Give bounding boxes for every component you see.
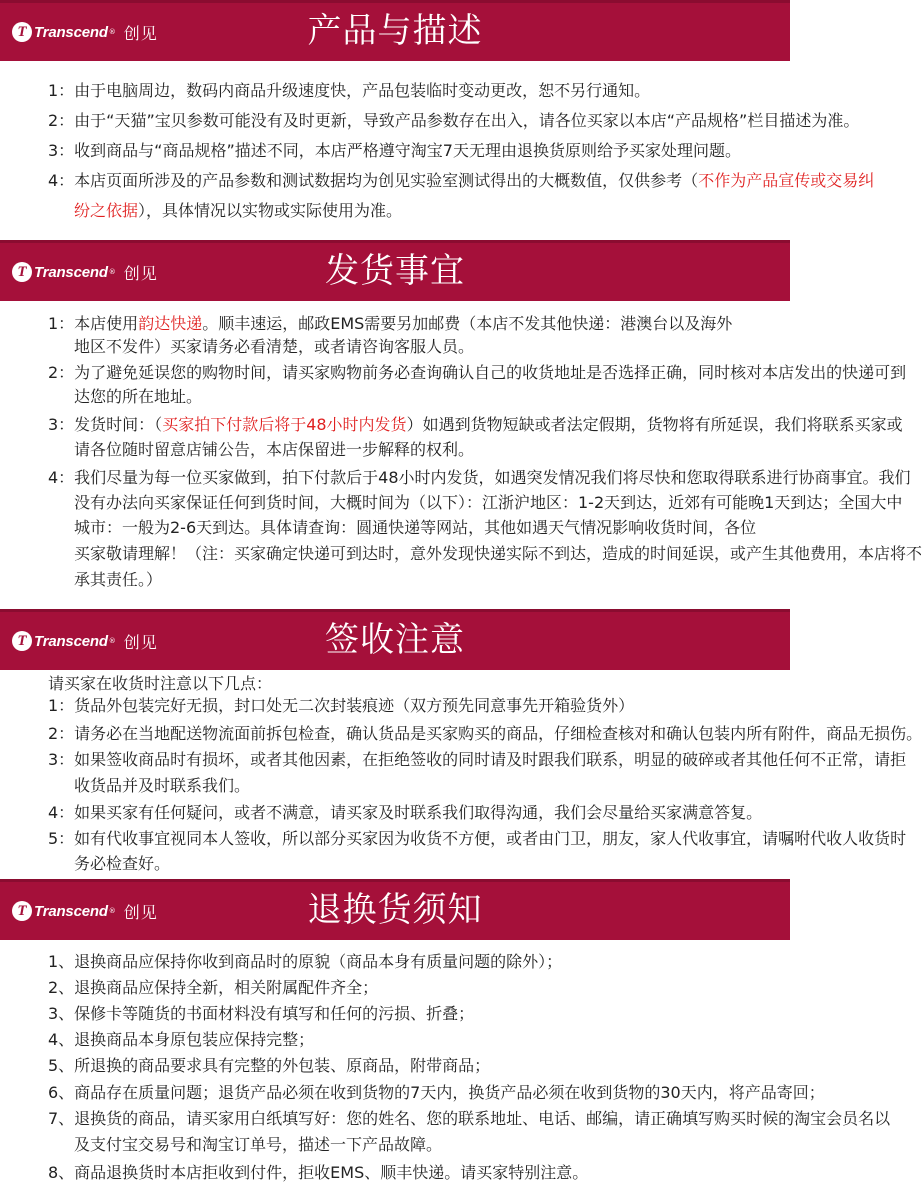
- section-title: 发货事宜: [325, 251, 465, 291]
- logo-brand-name: Transcend: [34, 632, 108, 650]
- text-segment: ）如遇到货物短缺或者法定假期，货物将有所延误，我们将联系买家或: [406, 415, 903, 434]
- section-header: [0, 879, 790, 940]
- highlight-text: 不作为产品宣传或交易纠: [698, 171, 875, 190]
- text-line: [74, 202, 402, 220]
- brand-logo: [12, 20, 158, 44]
- text-line: 2：请务必在当地配送物流面前拆包检查，确认货品是买家购买的商品，仔细检查核对和确认包装内所有附件，商品无损伤。: [48, 724, 922, 743]
- text-line: [48, 172, 874, 190]
- logo-chinese-name: 创见: [123, 632, 158, 652]
- logo-registered-mark: ®: [108, 907, 116, 915]
- logo-mark-icon: T: [12, 262, 32, 282]
- text-line: 4：如果买家有任何疑问，或者不满意，请买家及时联系我们取得沟通，我们会尽量给买家满意答复。: [48, 803, 763, 822]
- text-line: 4、退换商品本身原包装应保持完整；: [48, 1030, 315, 1049]
- text-line: 请买家在收货时注意以下几点：: [48, 674, 273, 693]
- text-line: 及支付宝交易号和淘宝订单号，描述一下产品故障。: [74, 1135, 443, 1154]
- text-segment: 。顺丰速运，邮政EMS需要另加邮费（本店不发其他快递：港澳台以及海外: [202, 314, 733, 333]
- logo-mark-icon: T: [12, 901, 32, 921]
- text-line: 达您的所在地址。: [74, 387, 203, 406]
- logo-chinese-name: 创见: [123, 263, 158, 283]
- text-line: 承其责任。）: [74, 570, 163, 589]
- text-line: 1、退换商品应保持你收到商品时的原貌（商品本身有质量问题的除外）；: [48, 952, 563, 971]
- brand-logo: [12, 260, 158, 284]
- logo-chinese-name: 创见: [123, 23, 158, 43]
- text-line: 1：货品外包装完好无损，封口处无二次封装痕迹（双方预先同意事先开箱验货外）: [48, 696, 635, 715]
- text-line: 5：如有代收事宜视同本人签收，所以部分买家因为收货不方便，或者由门卫，朋友，家人代收事宜，请嘱咐代收人收货时: [48, 829, 907, 848]
- highlight-text: 韵达快递: [138, 314, 203, 333]
- logo-registered-mark: ®: [108, 637, 116, 645]
- text-line: 3、保修卡等随货的书面材料没有填写和任何的污损、折叠；: [48, 1004, 475, 1023]
- text-line: 8、商品退换货时本店拒收到付件，拒收EMS、顺丰快递。请买家特别注意。: [48, 1163, 589, 1182]
- text-line: 3：收到商品与“商品规格”描述不同，本店严格遵守淘宝7天无理由退换货原则给予买家处理问题。: [48, 141, 741, 160]
- text-segment: 1：本店使用: [48, 314, 139, 333]
- text-line: 6、商品存在质量问题；退货产品必须在收到货物的7天内，换货产品必须在收到货物的30天内，将产品寄回；: [48, 1083, 825, 1102]
- section-title: 产品与描述: [307, 11, 483, 51]
- text-line: 城市：一般为2-6天到达。具体请查询：圆通快递等网站，其他如遇天气情况影响收货时间，各位: [74, 518, 757, 537]
- text-line: 地区不发件）买家请务必看清楚，或者请咨询客服人员。: [74, 337, 475, 356]
- logo-registered-mark: ®: [108, 28, 116, 36]
- section-header: [0, 609, 790, 670]
- logo-registered-mark: ®: [108, 268, 116, 276]
- text-line: 5、所退换的商品要求具有完整的外包装、原商品，附带商品；: [48, 1056, 491, 1075]
- logo-chinese-name: 创见: [123, 902, 158, 922]
- section-header: [0, 0, 790, 61]
- text-line: 2、退换商品应保持全新，相关附属配件齐全；: [48, 978, 379, 997]
- text-line: 务必检查好。: [74, 854, 171, 873]
- text-line: [48, 416, 903, 434]
- text-line: 请各位随时留意店铺公告，本店保留进一步解释的权利。: [74, 440, 475, 459]
- section-title: 退换货须知: [307, 890, 483, 930]
- text-segment: 3：发货时间：（: [48, 415, 163, 434]
- text-line: 2：为了避免延误您的购物时间，请买家购物前务必查询确认自己的收货地址是否选择正确，同时核对本店发出的快递可到: [48, 363, 907, 382]
- logo-brand-name: Transcend: [34, 23, 108, 41]
- text-line: 1：由于电脑周边，数码内商品升级速度快，产品包装临时变动更改，恕不另行通知。: [48, 81, 651, 100]
- section-title: 签收注意: [325, 620, 465, 660]
- text-line: 买家敬请理解！（注：买家确定快递可到达时，意外发现快递实际不到达，造成的时间延误，或产生其他费用，本店将不: [74, 544, 922, 563]
- logo-brand-name: Transcend: [34, 902, 108, 920]
- highlight-text: 买家拍下付款后将于48小时内发货: [162, 415, 407, 434]
- text-line: [48, 315, 732, 333]
- text-line: 2：由于“天猫”宝贝参数可能没有及时更新，导致产品参数存在出入，请各位买家以本店“产品规格”栏目描述为准。: [48, 111, 860, 130]
- text-line: 4：我们尽量为每一位买家做到，拍下付款后于48小时内发货，如遇突发情况我们将尽快和您取得联系进行协商事宜。我们: [48, 468, 911, 487]
- logo-mark-icon: T: [12, 22, 32, 42]
- brand-logo: [12, 629, 158, 653]
- section-header: [0, 240, 790, 301]
- highlight-text: 纷之依据: [74, 201, 139, 220]
- text-line: 3：如果签收商品时有损坏，或者其他因素，在拒绝签收的同时请及时跟我们联系，明显的破碎或者其他任何不正常，请拒: [48, 750, 907, 769]
- text-line: 没有办法向买家保证任何到货时间，大概时间为（以下）：江浙沪地区：1-2天到达，近郊有可能晚1天到达；全国大中: [74, 493, 903, 512]
- logo-brand-name: Transcend: [34, 263, 108, 281]
- text-segment: ），具体情况以实物或实际使用为准。: [138, 201, 403, 220]
- text-line: 7、退换货的商品，请买家用白纸填写好：您的姓名、您的联系地址、电话、邮编，请正确填写购买时候的淘宝会员名以: [48, 1109, 891, 1128]
- brand-logo: [12, 899, 158, 923]
- text-segment: 4：本店页面所涉及的产品参数和测试数据均为创见实验室测试得出的大概数值，仅供参考（: [48, 171, 699, 190]
- logo-mark-icon: T: [12, 631, 32, 651]
- text-line: 收货品并及时联系我们。: [74, 776, 251, 795]
